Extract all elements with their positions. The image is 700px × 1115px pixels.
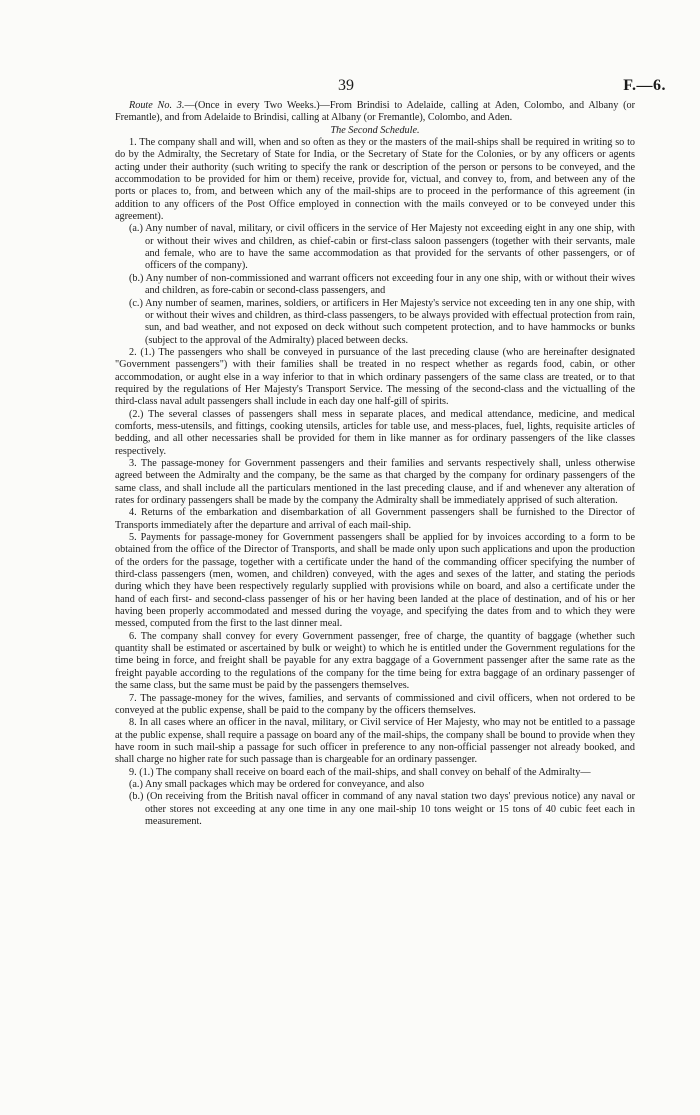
route-paragraph [115, 100, 635, 125]
clause-6: 6. The company shall convey for every Government passenger, free of charge, the quantity of baggage (whether such quantity shall be estimated or ascertained by bulk or weight) to which he is entitled under the Government regulations for the time being in force, and freight shall be payable for any extra baggage of a Government passenger after the same rate as the freight payable according to the regulations of the company for the time being for extra baggage of an ordinary passenger of the same class, but the same must be paid by the passengers themselves. [115, 630, 635, 692]
clause-1c: (c.) Any number of seamen, marines, soldiers, or artificers in Her Majesty's service not exceeding ten in any one ship, with or without their wives and children, as third-class passengers, to be always provided with effectual protection from rain, sun, and bad weather, and not exposed on deck without such competent protection, and to have hammocks or bunks (subject to the approval of the Admiralty) placed between decks. [129, 297, 635, 346]
clause-4: 4. Returns of the embarkation and disembarkation of all Government passengers shall be furnished to the Director of Transports immediately after the departure and arrival of each mail-ship. [115, 507, 635, 531]
schedule-heading: The Second Schedule. [330, 124, 420, 136]
clause-3: 3. The passage-money for Government passengers and their families and servants respectively shall, unless otherwise agreed between the Admiralty and the company, be the same as that charged by the company for ordinary passengers of the same class, and shall include all the particulars mentioned in the last preceding clause, and if and whenever any alteration of rates for ordinary passengers shall be made by the company the Admiralty shall be immediately apprised of such alteration. [115, 457, 635, 506]
route-text: —(Once in every Two Weeks.)—From Brindisi to Adelaide, calling at Aden, Colombo, and Albany (or Fremantle), and from Adelaide to Brindisi, calling at Albany (or Fremantle), Colombo, and Aden. [115, 100, 635, 124]
clause-9b: (b.) (On receiving from the British naval officer in command of any naval station two days' previous notice) any naval or other stores not exceeding at any one time in any one mail-ship 10 tons weight or 15 tons of 40 cubic feet each in measurement. [129, 791, 635, 827]
clause-9a: (a.) Any small packages which may be ordered for conveyance, and also [129, 778, 425, 790]
document-body [115, 100, 635, 828]
clause-9: 9. (1.) The company shall receive on board each of the mail-ships, and shall convey on behalf of the Admiralty— [129, 766, 591, 778]
clause-1: 1. The company shall and will, when and so often as they or the masters of the mail-ships shall be required in writing so to do by the Admiralty, the Secretary of State for India, or the Secretary of State for the Colonies, or by any officers or agents acting under their authority (such writing to specify the rank or description of the person or persons to be conveyed, and the accommodation to be provided for him or them) receive, provide for, victual, and convey to, from, and between any of the ports or places to, from, and between which any of the mail-ships are to proceed in the performance of this agreement (in addition to any officers of the Post Office employed in connection with the mails conveyed or to be conveyed under this agreement). [115, 137, 635, 223]
clause-5: 5. Payments for passage-money for Government passengers shall be applied for by invoices according to a form to be obtained from the office of the Director of Transports, and shall be made only upon such applications and upon the production of the orders for the passage, together with a certificate under the hand of the commanding officer specifying the number of third-class passengers (men, women, and children) conveyed, with the ages and sexes of the latter, and stating the periods during which they have been respectively regularly supplied with provisions while on board, and also a certificate under the hand of each first- and second-class passenger of his or her having been landed at the place of destination, and of his or her having been properly accommodated and messed during the voyage, and specifying the dates from and to which they were messed, computed from the first to the last dinner meal. [115, 532, 635, 630]
clause-8: 8. In all cases where an officer in the naval, military, or Civil service of Her Majesty, who may not be entitled to a passage at the public expense, shall require a passage on board any of the mail-ships, the company shall be bound to provide when they have room in such mail-ship a passage for such officer in preference to any non-official passenger not already booked, and shall charge no higher rate for such passage than is chargeable for an ordinary passenger. [115, 717, 635, 766]
clause-1b: (b.) Any number of non-commissioned and warrant officers not exceeding four in any one ship, with or without their wives and children, as fore-cabin or second-class passengers, and [129, 272, 635, 297]
document-reference: F.—6. [623, 77, 666, 94]
clause-2-1: 2. (1.) The passengers who shall be conveyed in pursuance of the last preceding clause (who are hereinafter designated "Government passengers") with their families shall be treated in no respect whether as regards food, cabin, or other accommodation, or aught else in a way inferior to that in which ordinary passengers of the same class are treated, or to that required by the regulations of Her Majesty's Transport Service. The messing of the second-class and the victualling of the third-class naval adult passengers shall include in each day one half-gill of spirits. [115, 346, 635, 408]
clause-1a: (a.) Any number of naval, military, or civil officers in the service of Her Majesty not exceeding eight in any one ship, with or without their wives and children, as chief-cabin or first-class saloon passengers (together with their servants, male and female, who are to have the same accommodation as that provided for the servants of other passengers, or of officers of the company). [129, 223, 635, 272]
clause-2-2: (2.) The several classes of passengers shall mess in separate places, and medical attendance, medicine, and medical comforts, mess-utensils, and fittings, cooking utensils, articles for table use, and mess-places, fuel, lights, requisite articles of bedding, and all other necessaries shall be provided for them in like manner as for ordinary passengers of the like classes respectively. [115, 408, 635, 457]
clause-7: 7. The passage-money for the wives, families, and servants of commissioned and civil officers, when not ordered to be conveyed at the public expense, shall be paid to the company by the officers themselves. [115, 692, 635, 716]
page-number: 39 [338, 77, 354, 94]
route-label: Route No. 3. [129, 100, 185, 111]
